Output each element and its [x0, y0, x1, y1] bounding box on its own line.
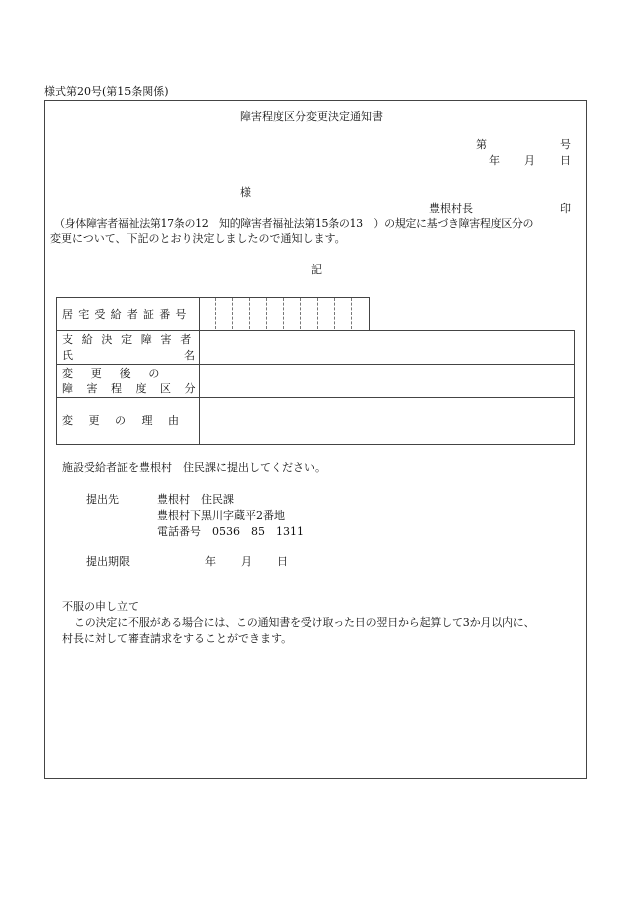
new-classification-label-b: 障害程度区分 — [62, 382, 209, 395]
digit-separator — [317, 298, 319, 329]
recipient-name-label-mei: 名 — [184, 349, 195, 362]
body-text-line2: 変更について、下記のとおり決定しましたので通知します。 — [50, 232, 346, 245]
recipient-name-input[interactable] — [199, 330, 575, 365]
submit-to-address: 豊根村下黒川字蔵平2番地 — [157, 509, 285, 522]
deadline-label: 提出期限 — [86, 555, 130, 568]
objection-heading: 不服の申し立て — [62, 600, 139, 613]
digit-separator — [351, 298, 353, 329]
recipient-name-label-shi: 氏 — [62, 349, 73, 362]
digit-separator — [249, 298, 251, 329]
body-text-line1: （身体障害者福祉法第17条の12 知的障害者福祉法第15条の13 ）の規定に基づき障害程度区分の — [54, 217, 534, 230]
date-year: 年 — [489, 154, 500, 167]
new-classification-label-a: 変 更 後 の — [62, 367, 163, 380]
submit-to-label: 提出先 — [86, 493, 119, 506]
ki-heading: 記 — [311, 263, 322, 276]
submit-to-line1: 豊根村 住民課 — [157, 493, 234, 506]
digit-separator — [266, 298, 268, 329]
number-suffix: 号 — [560, 138, 571, 151]
digit-separator — [300, 298, 302, 329]
document-title: 障害程度区分変更決定通知書 — [240, 110, 383, 123]
new-classification-input[interactable] — [199, 364, 575, 398]
issuer-name: 豊根村長 — [429, 202, 473, 215]
receiver-number-label: 居宅受給者証番号 — [62, 308, 192, 321]
deadline-day: 日 — [277, 555, 288, 568]
digit-separator — [283, 298, 285, 329]
digit-separator — [334, 298, 336, 329]
recipient-name-label: 支給決定障害者 — [62, 333, 200, 346]
deadline-year: 年 — [205, 555, 216, 568]
deadline-month: 月 — [241, 555, 252, 568]
number-prefix: 第 — [476, 138, 487, 151]
form-id: 様式第20号(第15条関係) — [44, 85, 169, 98]
digit-separator — [215, 298, 217, 329]
digit-separator — [232, 298, 234, 329]
submit-notice: 施設受給者証を豊根村 住民課に提出してください。 — [62, 461, 326, 474]
submit-to-phone: 電話番号 0536 85 1311 — [157, 525, 304, 538]
date-day: 日 — [560, 154, 571, 167]
addressee: 様 — [240, 186, 251, 199]
issuer-seal: 印 — [560, 202, 571, 215]
change-reason-label: 変更の理由 — [62, 414, 195, 427]
objection-line1: この決定に不服がある場合には、この通知書を受け取った日の翌日から起算して3か月以内に、 — [74, 616, 535, 629]
change-reason-input[interactable] — [199, 397, 575, 445]
objection-line2: 村長に対して審査請求をすることができます。 — [62, 632, 293, 645]
date-month: 月 — [524, 154, 535, 167]
